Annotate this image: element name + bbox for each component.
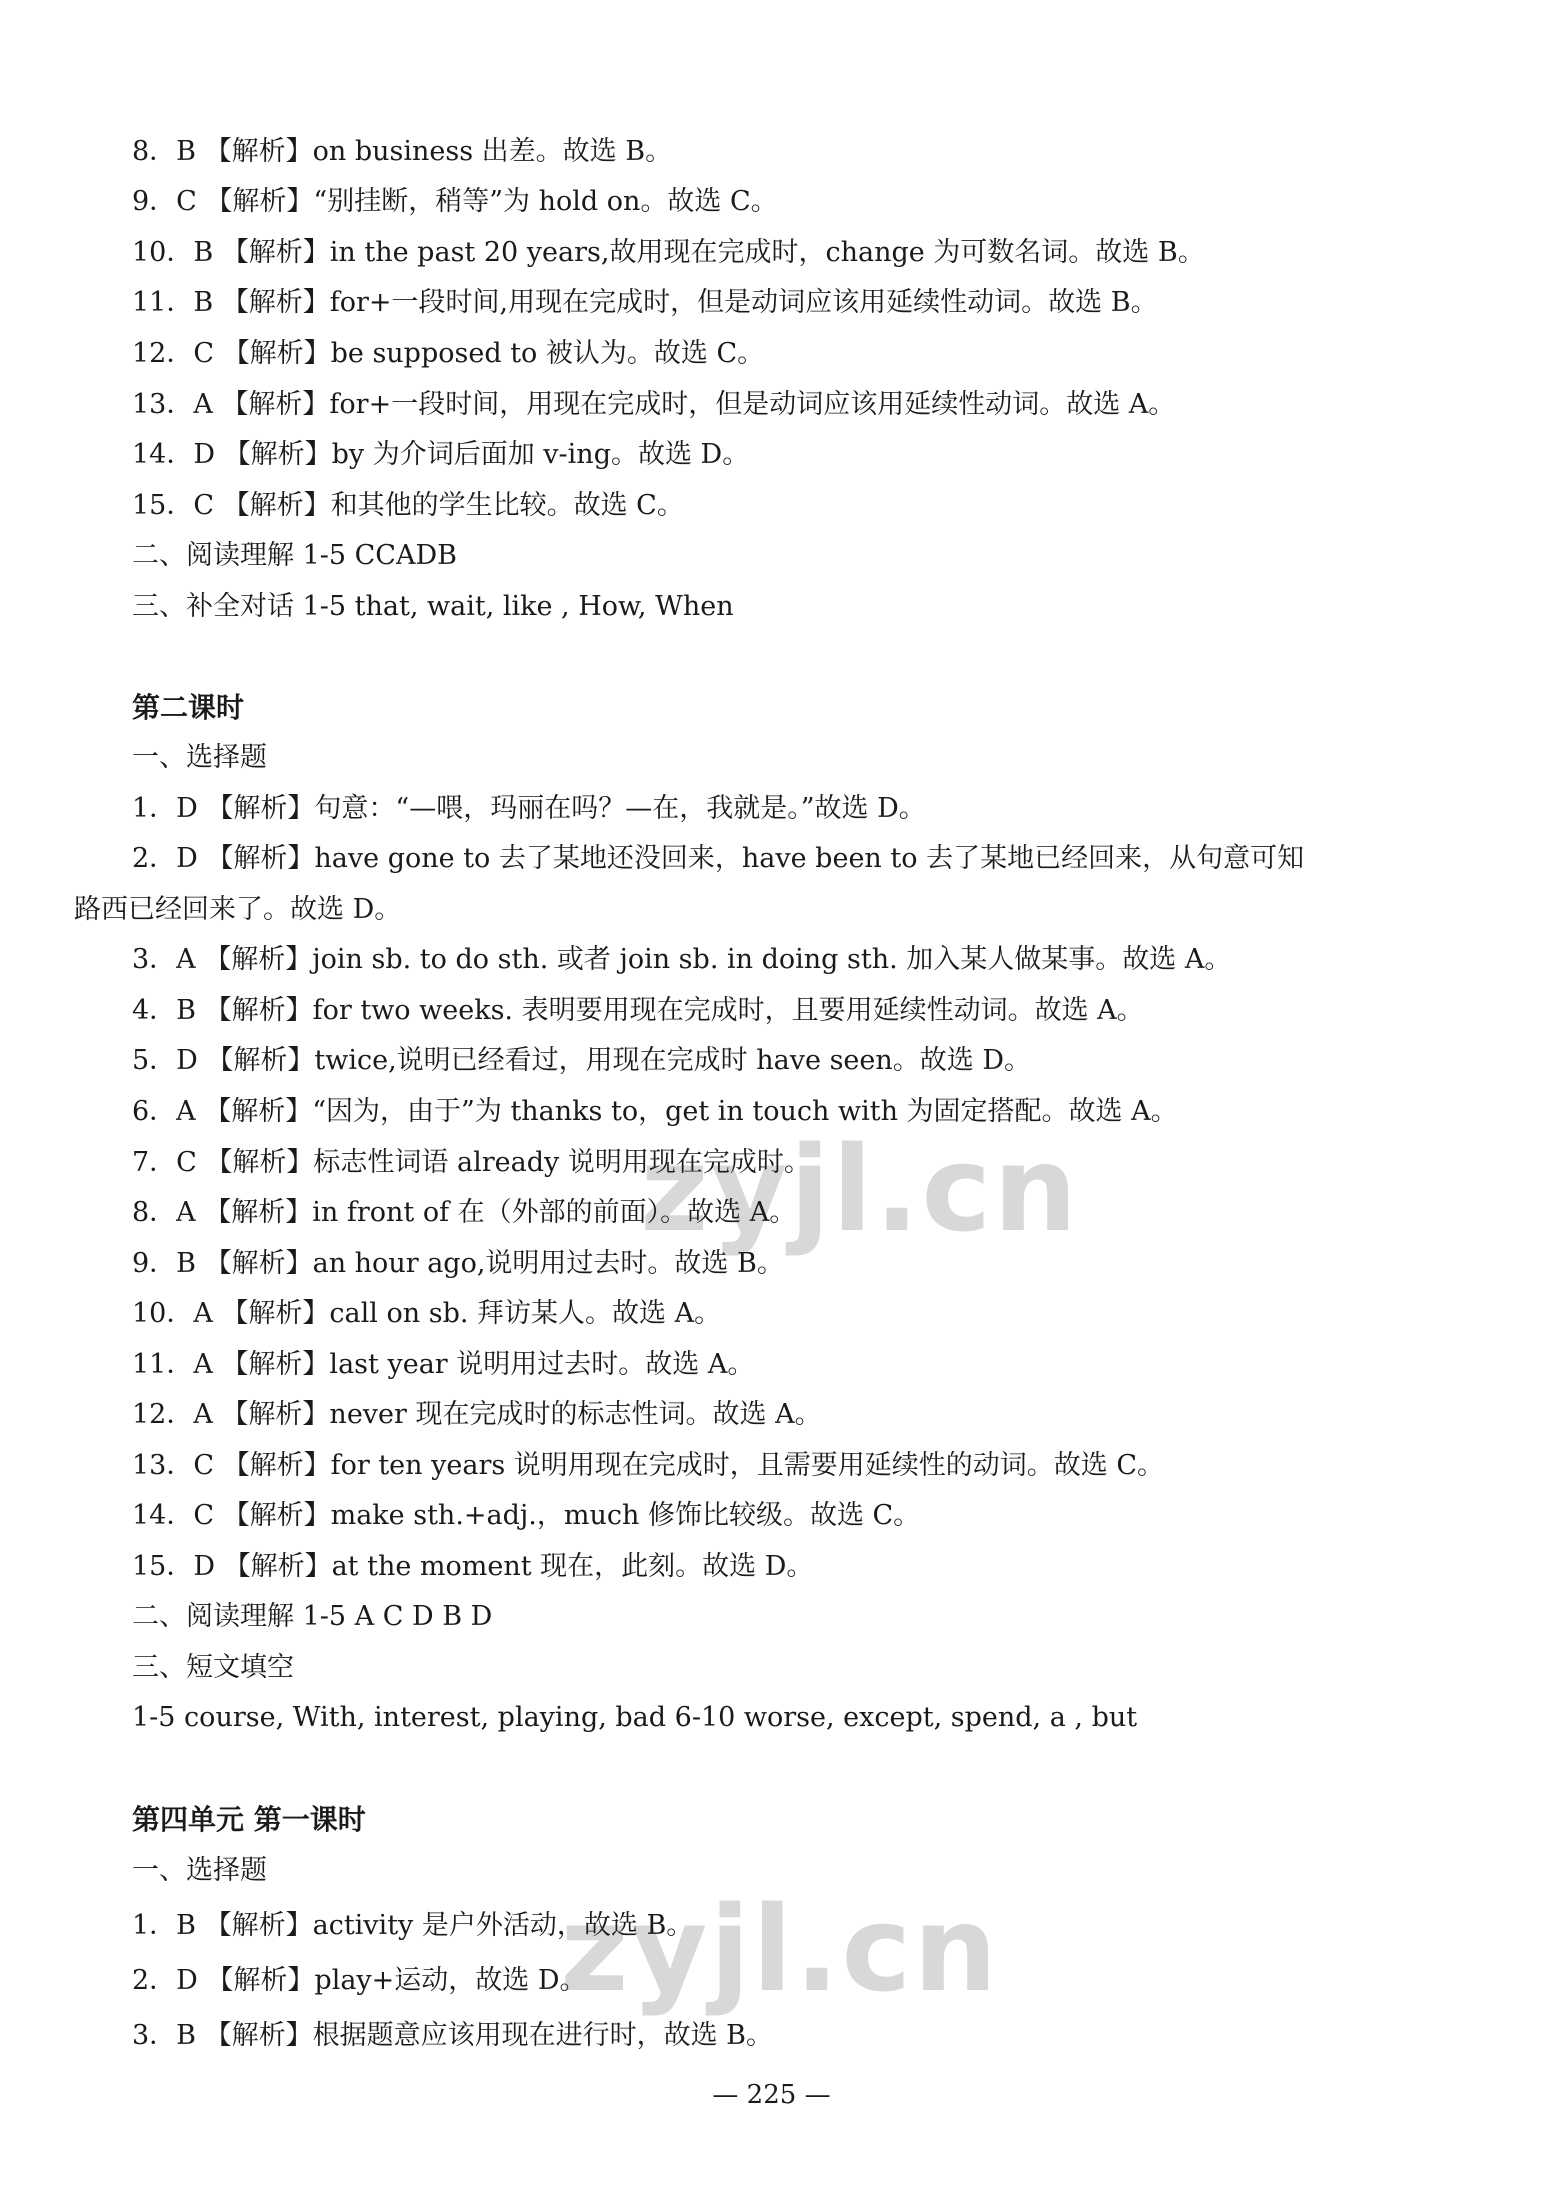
answer-line: 6．A 【解析】“因为，由于”为 thanks to，get in touch with 为固定搭配。故选 A。 bbox=[132, 1096, 1178, 1127]
answer-line: 2．D 【解析】play+运动，故选 D。 bbox=[132, 1965, 587, 1996]
answer-line: 14．D 【解析】by 为介词后面加 v-ing。故选 D。 bbox=[132, 439, 750, 470]
answer-line: 13．C 【解析】for ten years 说明用现在完成时，且需要用延续性的动词。故选 C。 bbox=[132, 1450, 1165, 1481]
answer-line: 4．B 【解析】for two weeks. 表明要用现在完成时，且要用延续性动词。故选 A。 bbox=[132, 995, 1144, 1026]
answer-line: 12．C 【解析】be supposed to 被认为。故选 C。 bbox=[132, 338, 765, 369]
reading-answers: 二、阅读理解 1-5 CCADB bbox=[132, 540, 457, 571]
watermark: zyjl.cn bbox=[560, 1880, 1000, 2018]
answer-line: 9．B 【解析】an hour ago,说明用过去时。故选 B。 bbox=[132, 1248, 784, 1279]
page-number: — 225 — bbox=[712, 2080, 831, 2110]
answer-line: 9．C 【解析】“别挂断，稍等”为 hold on。故选 C。 bbox=[132, 186, 778, 217]
answer-line: 3．B 【解析】根据题意应该用现在进行时，故选 B。 bbox=[132, 2020, 774, 2051]
answer-line: 8．B 【解析】on business 出差。故选 B。 bbox=[132, 136, 673, 167]
answer-line: 11．B 【解析】for+一段时间,用现在完成时，但是动词应该用延续性动词。故选 B。 bbox=[132, 287, 1158, 318]
answer-line: 15．C 【解析】和其他的学生比较。故选 C。 bbox=[132, 490, 684, 521]
reading-answers: 二、阅读理解 1-5 A C D B D bbox=[132, 1601, 493, 1632]
dialogue-answers: 三、补全对话 1-5 that, wait, like , How, When bbox=[132, 591, 734, 622]
answer-line: 13．A 【解析】for+一段时间，用现在完成时，但是动词应该用延续性动词。故选 A。 bbox=[132, 389, 1176, 420]
answer-line: 5．D 【解析】twice,说明已经看过，用现在完成时 have seen。故选 D。 bbox=[132, 1045, 1032, 1076]
answer-line-continued: 路西已经回来了。故选 D。 bbox=[74, 894, 402, 925]
section-title: 第四单元 第一课时 bbox=[132, 1803, 366, 1836]
answer-line: 15．D 【解析】at the moment 现在，此刻。故选 D。 bbox=[132, 1551, 814, 1582]
cloze-title: 三、短文填空 bbox=[132, 1652, 294, 1683]
answer-line: 12．A 【解析】never 现在完成时的标志性词。故选 A。 bbox=[132, 1399, 822, 1430]
answer-line: 14．C 【解析】make sth.+adj.，much 修饰比较级。故选 C。 bbox=[132, 1500, 921, 1531]
answer-line: 3．A 【解析】join sb. to do sth. 或者 join sb. in doing sth. 加入某人做某事。故选 A。 bbox=[132, 944, 1232, 975]
section-subtitle: 一、选择题 bbox=[132, 742, 267, 773]
cloze-answers: 1-5 course, With, interest, playing, bad 6-10 worse, except, spend, a , but bbox=[132, 1702, 1138, 1733]
answer-line: 10．A 【解析】call on sb. 拜访某人。故选 A。 bbox=[132, 1298, 722, 1329]
section-subtitle: 一、选择题 bbox=[132, 1855, 267, 1886]
watermark: zyjl.cn bbox=[640, 1120, 1080, 1258]
answer-line: 2．D 【解析】have gone to 去了某地还没回来，have been to 去了某地已经回来，从句意可知 bbox=[132, 843, 1305, 874]
answer-line: 10．B 【解析】in the past 20 years,故用现在完成时，change 为可数名词。故选 B。 bbox=[132, 237, 1205, 268]
answer-line: 11．A 【解析】last year 说明用过去时。故选 A。 bbox=[132, 1349, 755, 1380]
answer-line: 1．D 【解析】句意：“—喂，玛丽在吗？—在，我就是。”故选 D。 bbox=[132, 793, 926, 824]
answer-line: 1．B 【解析】activity 是户外活动，故选 B。 bbox=[132, 1910, 694, 1941]
answer-line: 7．C 【解析】标志性词语 already 说明用现在完成时。 bbox=[132, 1147, 811, 1178]
section-title: 第二课时 bbox=[132, 691, 245, 724]
answer-line: 8．A 【解析】in front of 在（外部的前面）。故选 A。 bbox=[132, 1197, 797, 1228]
